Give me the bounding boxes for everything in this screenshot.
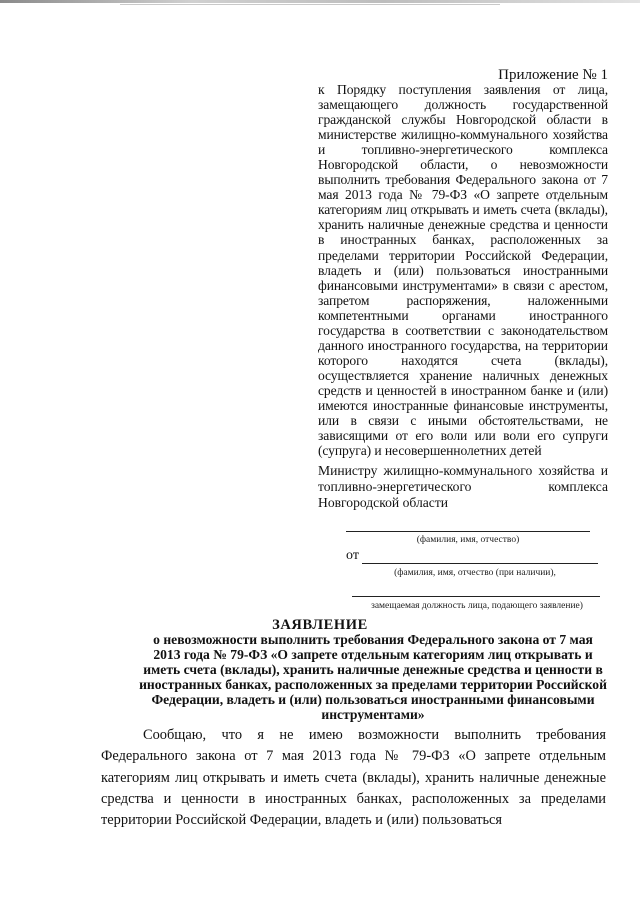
scan-edge [0,0,640,3]
position-caption: замещаемая должность лица, подающего заявление) [371,601,583,611]
scan-edge-artifact [120,4,500,5]
statement-title: ЗАЯВЛЕНИЕ [272,617,368,633]
appendix-text: к Порядку поступления заявления от лица, замещающего должность государственной гражданской службы Новгородской области в министерстве жилищно-коммунального хозяйства и топливно-энергетического комплекса Новгородской области, о невозможности выполнить требования Федерального закона от 7 мая 2013 года № 79-ФЗ «О запрете отдельным категориям лиц открывать и иметь счета (вклады), хранить наличные денежные средства и ценности в иностранных банках, расположенных за пределами территории Российской Федерации, владеть и (или) пользоваться иностранными финансовыми инструментами» в связи с арестом, запретом распоряжения, наложенными компетентными органами иностранного государства в соответствии с законодательством данного иностранного государства, на территории которого находятся счета (вклады), осуществляется хранение наличных денежных средств и ценностей в иностранном банке и (или) имеются иностранные финансовые инструменты, или в связи с иными обстоятельствами, не зависящими от его воли или воли его супруги (супруга) и несовершеннолетних детей [318,82,608,459]
addressee-text: Министру жилищно-коммунального хозяйства и топливно-энергетического комплекса Новгородской области [318,463,608,510]
statement-paragraph: Сообщаю, что я не имею возможности выполнить требования Федерального закона от 7 мая 2013 года № 79-ФЗ «О запрете отдельным категориям лиц открывать и иметь счета (вклады), хранить наличные денежные средства и ценности в иностранных банках, расположенных за пределами территории Российской Федерации, владеть и (или) пользоваться [101,727,606,829]
from-label: от [346,548,359,563]
from-signature-line [362,563,598,564]
name-signature-line [346,531,590,532]
from-caption: (фамилия, имя, отчество (при наличии), [394,568,556,578]
name-caption: (фамилия, имя, отчество) [416,535,520,545]
statement-subtitle: о невозможности выполнить требования Федерального закона от 7 мая 2013 года № 79-ФЗ «О запрете отдельным категориям лиц открывать и иметь счета (вклады), хранить наличные денежные средства и ценности в иностранных банках, расположенных за пределами территории Российской Федерации, владеть и (или) пользоваться иностранными финансовыми инструментами» [139,632,607,723]
appendix-title: Приложение № 1 [498,67,608,83]
position-signature-line [352,596,600,597]
